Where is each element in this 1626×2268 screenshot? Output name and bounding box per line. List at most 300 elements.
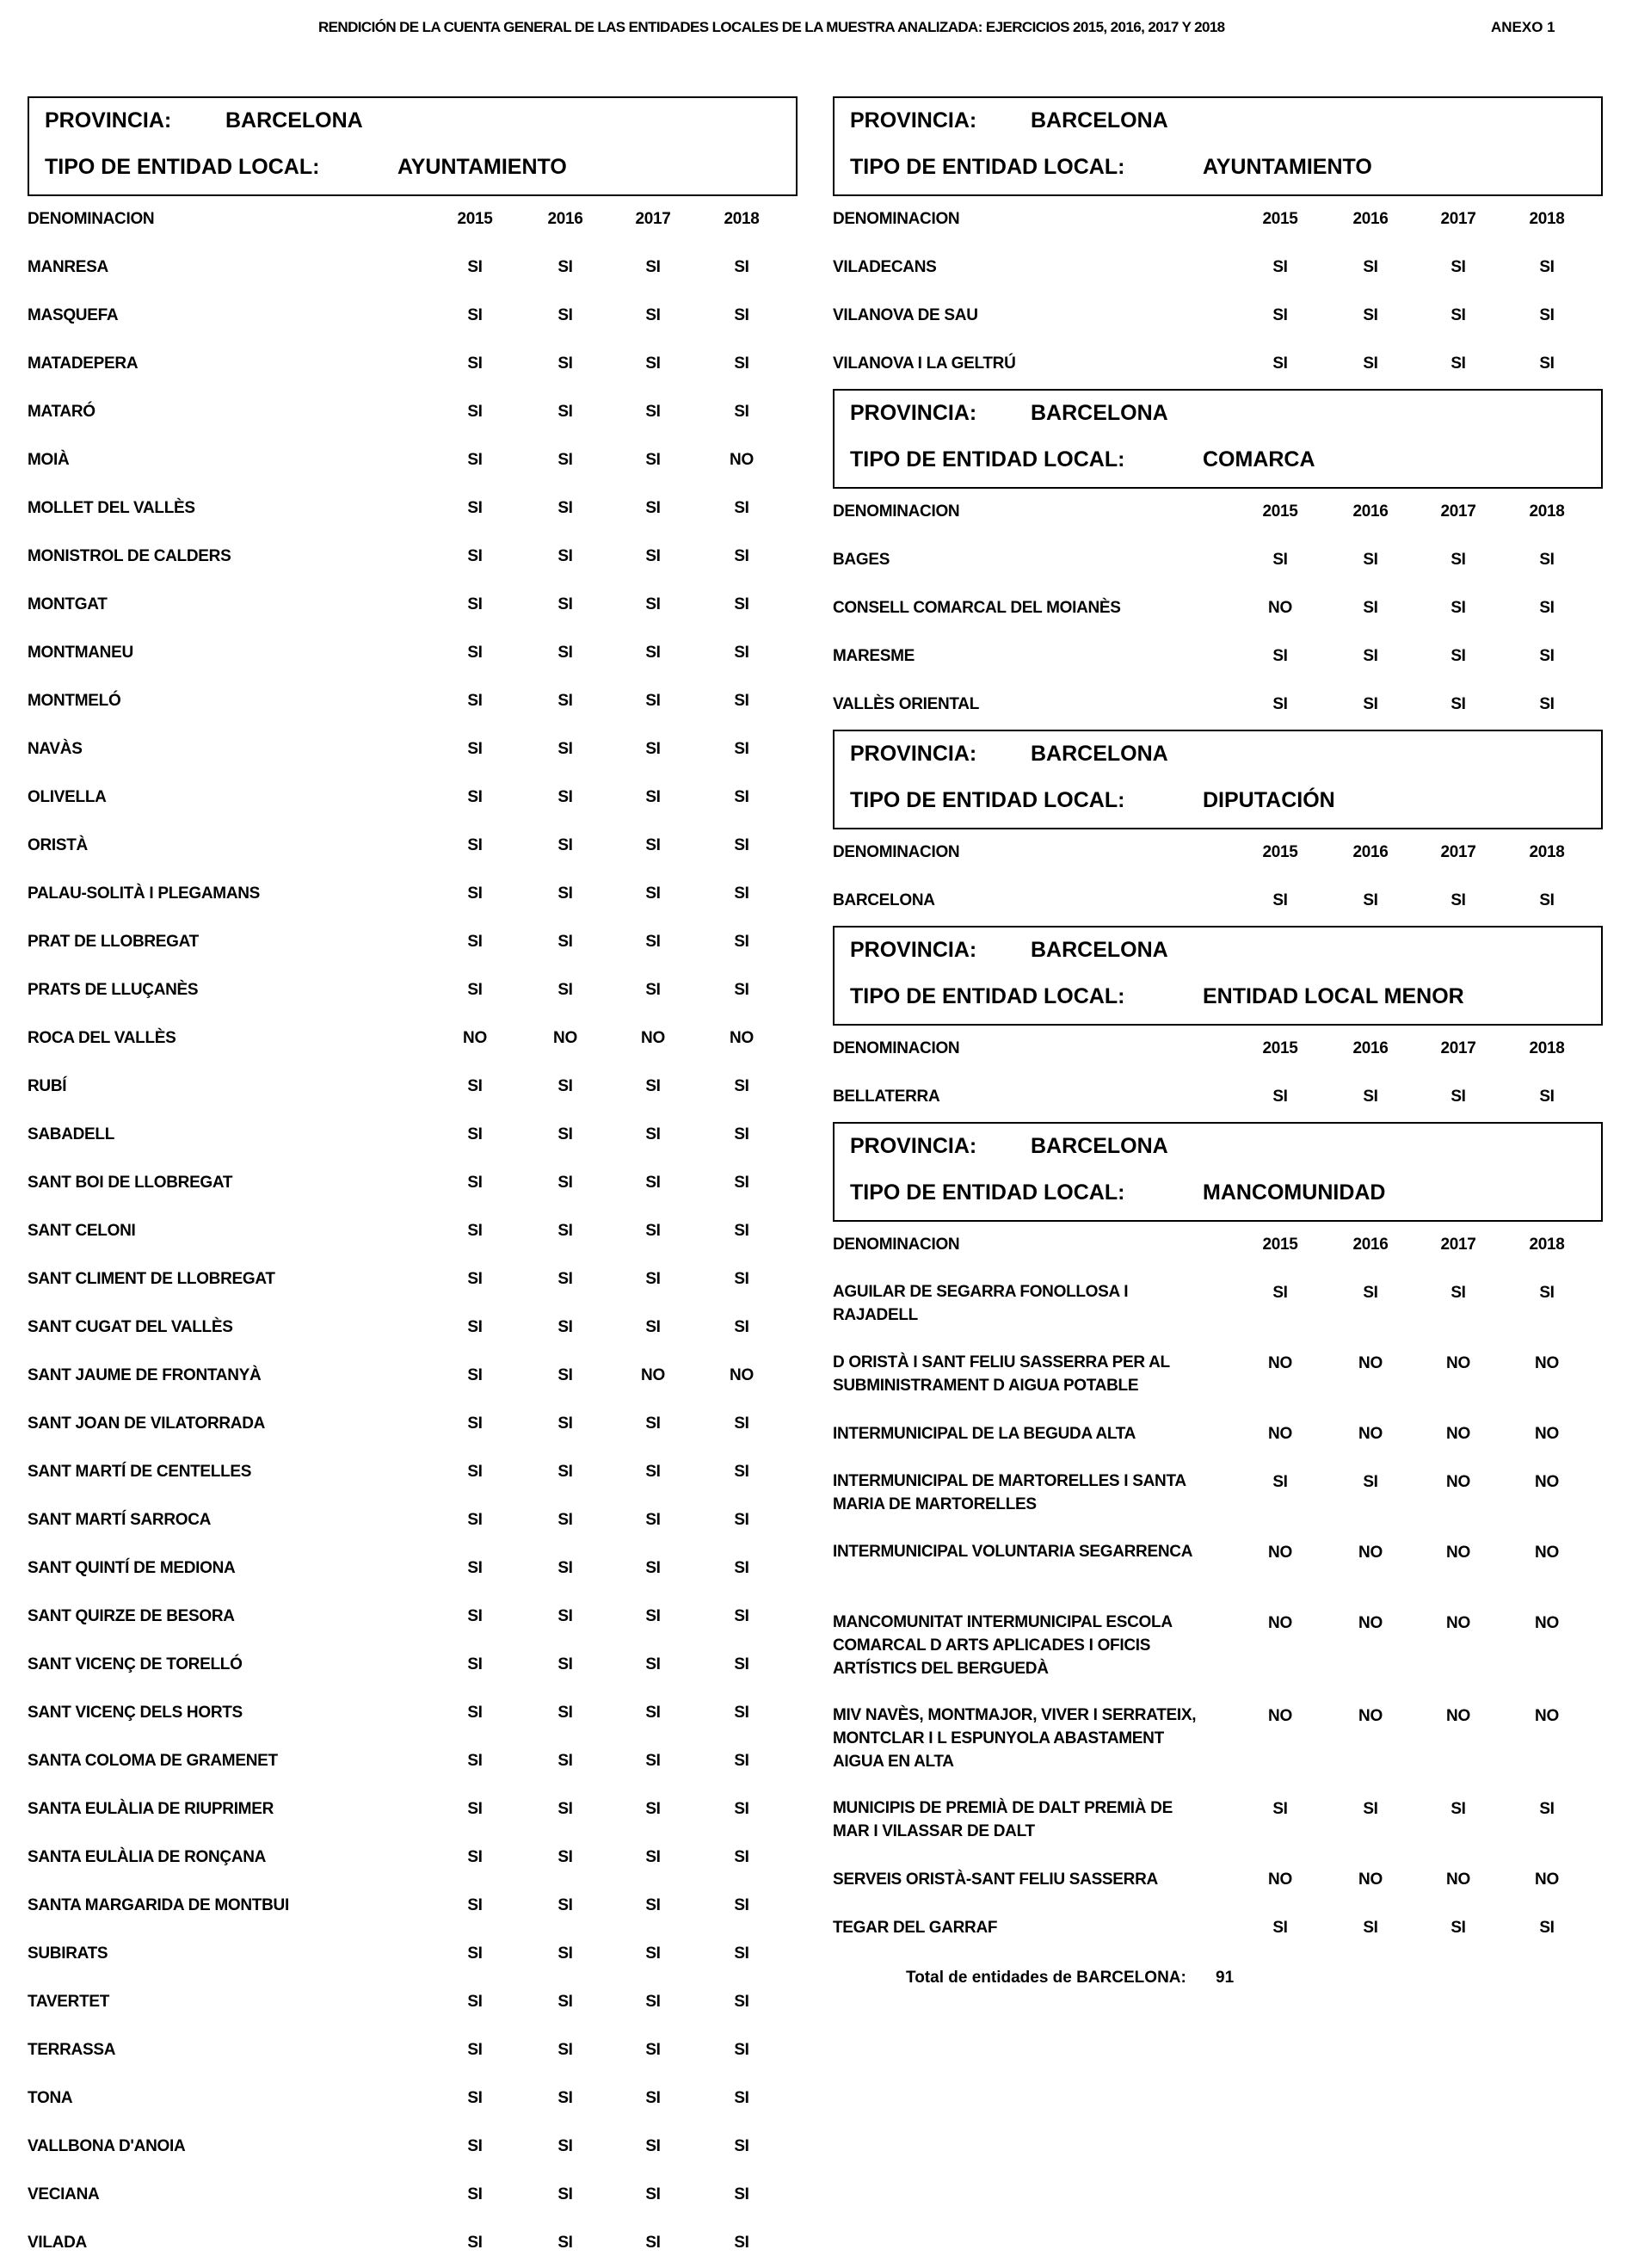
status-2015: SI	[1272, 1919, 1288, 1937]
status-2018: SI	[734, 2089, 749, 2107]
status-2017: SI	[1450, 1284, 1466, 1302]
status-2015: SI	[467, 788, 483, 806]
status-2017: SI	[645, 595, 661, 613]
provincia-label: PROVINCIA:	[850, 938, 977, 962]
table-row	[28, 1738, 798, 1786]
status-2015: SI	[467, 836, 483, 854]
year-header-2018: 2018	[1529, 843, 1565, 861]
table-row	[28, 389, 798, 437]
status-2017: SI	[645, 1848, 661, 1866]
status-2015: NO	[1268, 1707, 1292, 1725]
status-2016: SI	[557, 1848, 573, 1866]
status-2015: SI	[467, 1077, 483, 1095]
status-2016: SI	[557, 836, 573, 854]
status-2016: SI	[557, 451, 573, 469]
status-2017: SI	[645, 2041, 661, 2059]
tipo-entidad-line	[850, 447, 1315, 472]
status-2017: NO	[1446, 1614, 1470, 1632]
status-2015: SI	[467, 1896, 483, 1914]
status-2016: SI	[557, 547, 573, 565]
provincia-label: PROVINCIA:	[850, 108, 977, 133]
status-2015: SI	[467, 981, 483, 999]
denominacion-header: DENOMINACION	[833, 210, 960, 228]
status-2017: SI	[645, 1944, 661, 1963]
document-title: RENDICIÓN DE LA CUENTA GENERAL DE LAS ENTIDADES LOCALES DE LA MUESTRA ANALIZADA: EJERCICIOS 2015, 2016, 2017 Y 2018	[318, 19, 1225, 35]
status-2016: SI	[557, 1704, 573, 1722]
status-2015: SI	[467, 306, 483, 324]
status-2018: SI	[1539, 551, 1555, 569]
right-column	[833, 96, 1603, 2005]
year-header-2016: 2016	[547, 210, 583, 228]
status-2015: SI	[467, 1511, 483, 1529]
tipo-entidad-value: AYUNTAMIENTO	[397, 155, 567, 179]
status-2017: SI	[645, 836, 661, 854]
entity-name: INTERMUNICIPAL DE LA BEGUDA ALTA	[833, 1425, 1136, 1443]
status-2018: SI	[734, 1222, 749, 1240]
status-2018: NO	[1535, 1354, 1559, 1372]
status-2017: SI	[1450, 1800, 1466, 1818]
status-2017: SI	[645, 740, 661, 758]
table-row	[28, 1786, 798, 1834]
status-2016: SI	[557, 1896, 573, 1914]
status-2018: SI	[1539, 647, 1555, 665]
status-2016: SI	[557, 403, 573, 421]
tipo-entidad-line	[45, 155, 567, 180]
tipo-entidad-label: TIPO DE ENTIDAD LOCAL:	[850, 984, 1125, 1008]
status-2017: SI	[1450, 258, 1466, 276]
tipo-entidad-line	[850, 788, 1335, 813]
table-row	[28, 1834, 798, 1883]
column-header-row	[833, 1026, 1603, 1074]
table-row	[833, 681, 1603, 730]
status-2015: SI	[467, 644, 483, 662]
status-2016: SI	[1363, 1284, 1378, 1302]
status-2017: SI	[645, 884, 661, 903]
year-header-2015: 2015	[1262, 502, 1298, 521]
status-2015: SI	[467, 595, 483, 613]
provincia-line	[850, 742, 1168, 767]
status-2015: SI	[1272, 647, 1288, 665]
status-2016: NO	[1358, 1707, 1383, 1725]
status-2015: SI	[1272, 551, 1288, 569]
year-header-2015: 2015	[1262, 1039, 1298, 1057]
entity-name: SUBIRATS	[28, 1944, 108, 1963]
table-row	[28, 1497, 798, 1545]
section-header-box	[833, 1122, 1603, 1222]
entity-name: VECIANA	[28, 2185, 100, 2203]
status-2016: SI	[557, 499, 573, 517]
status-2015: SI	[467, 1993, 483, 2011]
status-2016: SI	[1363, 306, 1378, 324]
table-row	[28, 871, 798, 919]
status-2018: SI	[734, 1848, 749, 1866]
status-2017: SI	[645, 1704, 661, 1722]
status-2017: SI	[645, 1559, 661, 1577]
status-2016: SI	[557, 1607, 573, 1625]
status-2017: SI	[645, 258, 661, 276]
status-2016: SI	[557, 1414, 573, 1433]
entity-name: PRAT DE LLOBREGAT	[28, 933, 199, 951]
tipo-entidad-line	[850, 984, 1464, 1009]
status-2016: SI	[557, 1511, 573, 1529]
tipo-entidad-value: MANCOMUNIDAD	[1203, 1180, 1386, 1205]
entity-name: SANT QUIRZE DE BESORA	[28, 1607, 235, 1625]
status-2015: NO	[1268, 1425, 1292, 1443]
status-2016: SI	[1363, 258, 1378, 276]
year-header-2016: 2016	[1352, 210, 1389, 228]
status-2016: SI	[557, 1366, 573, 1384]
provincia-value: BARCELONA	[1031, 1134, 1168, 1158]
status-2018: SI	[734, 1318, 749, 1336]
table-row	[28, 341, 798, 389]
entity-name: MATADEPERA	[28, 354, 139, 373]
status-2018: SI	[734, 884, 749, 903]
provincia-value: BARCELONA	[1031, 742, 1168, 766]
status-2015: SI	[467, 2137, 483, 2155]
status-2016: SI	[1363, 1800, 1378, 1818]
entity-name: MUNICIPIS DE PREMIÀ DE DALT PREMIÀ DE MAR I VILASSAR DE DALT	[833, 1799, 1173, 1840]
status-2017: SI	[1450, 599, 1466, 617]
entity-name: SERVEIS ORISTÀ-SANT FELIU SASSERRA	[833, 1870, 1158, 1889]
table-row	[28, 533, 798, 582]
entity-name: NAVÀS	[28, 740, 83, 758]
entity-name: MANRESA	[28, 258, 108, 276]
status-2018: SI	[1539, 354, 1555, 373]
status-2018: NO	[730, 1366, 754, 1384]
provincia-value: BARCELONA	[1031, 938, 1168, 962]
entity-name: SABADELL	[28, 1125, 115, 1143]
status-2017: SI	[1450, 354, 1466, 373]
status-2015: SI	[467, 547, 483, 565]
table-row	[28, 1690, 798, 1738]
status-2018: SI	[734, 692, 749, 710]
status-2018: SI	[734, 1270, 749, 1288]
status-2015: SI	[467, 1222, 483, 1240]
status-2018: NO	[1535, 1544, 1559, 1562]
table-row	[28, 437, 798, 485]
provincia-value: BARCELONA	[1031, 401, 1168, 425]
table-row	[833, 1270, 1603, 1340]
section-header-box	[833, 389, 1603, 489]
status-2017: SI	[645, 403, 661, 421]
table-row	[28, 919, 798, 967]
status-2015: SI	[467, 692, 483, 710]
denominacion-header: DENOMINACION	[833, 1039, 960, 1057]
status-2018: SI	[734, 258, 749, 276]
status-2018: NO	[1535, 1473, 1559, 1491]
status-2016: SI	[557, 1222, 573, 1240]
status-2015: NO	[463, 1029, 487, 1047]
status-2017: SI	[645, 1607, 661, 1625]
status-2016: SI	[557, 2185, 573, 2203]
status-2018: SI	[1539, 891, 1555, 909]
table-row	[833, 1786, 1603, 1857]
status-2018: SI	[734, 1607, 749, 1625]
tipo-entidad-value: DIPUTACIÓN	[1203, 788, 1335, 812]
table-row	[28, 1979, 798, 2027]
status-2015: SI	[467, 1125, 483, 1143]
entity-name: BARCELONA	[833, 891, 935, 909]
status-2018: SI	[734, 2185, 749, 2203]
status-2017: NO	[641, 1029, 665, 1047]
table-row	[833, 1693, 1603, 1786]
table-row	[28, 1208, 798, 1256]
table-row	[28, 2172, 798, 2220]
status-2018: SI	[734, 306, 749, 324]
status-2018: NO	[1535, 1707, 1559, 1725]
status-2017: SI	[645, 1993, 661, 2011]
entity-name: TEGAR DEL GARRAF	[833, 1919, 998, 1937]
status-2015: SI	[1272, 1284, 1288, 1302]
status-2016: NO	[1358, 1870, 1383, 1889]
entity-name: SANT VICENÇ DE TORELLÓ	[28, 1655, 243, 1673]
table-row	[28, 1353, 798, 1401]
denominacion-header: DENOMINACION	[833, 1236, 960, 1254]
total-value: 91	[1216, 1969, 1235, 1987]
status-2016: SI	[557, 2089, 573, 2107]
status-2018: SI	[734, 644, 749, 662]
denominacion-header: DENOMINACION	[833, 502, 960, 521]
status-2016: NO	[1358, 1425, 1383, 1443]
status-2016: SI	[1363, 354, 1378, 373]
status-2018: NO	[730, 451, 754, 469]
status-2017: SI	[645, 644, 661, 662]
status-2018: SI	[734, 933, 749, 951]
status-2016: SI	[557, 2137, 573, 2155]
year-header-2015: 2015	[1262, 210, 1298, 228]
status-2018: NO	[1535, 1870, 1559, 1889]
table-row	[833, 293, 1603, 341]
table-row	[28, 293, 798, 341]
table-row	[833, 1905, 1603, 1953]
table-row	[833, 633, 1603, 681]
status-2015: SI	[467, 451, 483, 469]
status-2018: SI	[1539, 1800, 1555, 1818]
entity-name: MOLLET DEL VALLÈS	[28, 499, 195, 517]
entity-name: SANT CLIMENT DE LLOBREGAT	[28, 1270, 275, 1288]
table-row	[833, 341, 1603, 389]
status-2015: SI	[1272, 1800, 1288, 1818]
status-2017: NO	[1446, 1544, 1470, 1562]
status-2016: SI	[557, 1077, 573, 1095]
status-2015: NO	[1268, 1614, 1292, 1632]
status-2016: SI	[557, 1655, 573, 1673]
entity-name: SANTA EULÀLIA DE RONÇANA	[28, 1848, 267, 1866]
status-2017: SI	[1450, 695, 1466, 713]
status-2017: NO	[1446, 1354, 1470, 1372]
entity-name: MONTGAT	[28, 595, 108, 613]
table-row	[833, 878, 1603, 926]
status-2015: SI	[467, 2041, 483, 2059]
status-2015: SI	[467, 1559, 483, 1577]
status-2015: SI	[1272, 695, 1288, 713]
entity-name: OLIVELLA	[28, 788, 107, 806]
status-2017: SI	[645, 1125, 661, 1143]
tipo-entidad-line	[850, 1180, 1386, 1205]
table-row	[28, 2123, 798, 2172]
entity-name: CONSELL COMARCAL DEL MOIANÈS	[833, 599, 1121, 617]
status-2017: SI	[645, 1318, 661, 1336]
table-row	[28, 1063, 798, 1112]
tipo-entidad-label: TIPO DE ENTIDAD LOCAL:	[850, 155, 1125, 179]
status-2018: SI	[734, 788, 749, 806]
table-row	[28, 726, 798, 774]
status-2018: SI	[734, 1655, 749, 1673]
status-2015: SI	[1272, 354, 1288, 373]
status-2016: SI	[1363, 599, 1378, 617]
table-row	[28, 678, 798, 726]
status-2017: NO	[1446, 1425, 1470, 1443]
entity-name: MATARÓ	[28, 403, 95, 421]
status-2017: NO	[641, 1366, 665, 1384]
table-row	[28, 1593, 798, 1642]
status-2015: SI	[467, 1944, 483, 1963]
status-2015: SI	[1272, 1473, 1288, 1491]
status-2017: SI	[645, 788, 661, 806]
year-header-2017: 2017	[1440, 1236, 1476, 1254]
entity-name: SANT BOI DE LLOBREGAT	[28, 1174, 233, 1192]
table-row	[28, 1112, 798, 1160]
status-2018: SI	[734, 2137, 749, 2155]
table-row	[28, 967, 798, 1015]
year-header-2018: 2018	[724, 210, 760, 228]
entity-name: TAVERTET	[28, 1993, 110, 2011]
entity-name: SANTA COLOMA DE GRAMENET	[28, 1752, 278, 1770]
table-row	[833, 537, 1603, 585]
left-column	[28, 96, 798, 2268]
table-row	[28, 1160, 798, 1208]
entity-name: SANT QUINTÍ DE MEDIONA	[28, 1559, 236, 1577]
status-2018: SI	[1539, 1919, 1555, 1937]
entity-name: MONTMELÓ	[28, 692, 121, 710]
year-header-2015: 2015	[1262, 843, 1298, 861]
status-2016: SI	[557, 1993, 573, 2011]
status-2015: SI	[1272, 1088, 1288, 1106]
status-2017: SI	[645, 2234, 661, 2252]
status-2018: SI	[734, 1944, 749, 1963]
status-2016: SI	[557, 692, 573, 710]
status-2017: SI	[1450, 1919, 1466, 1937]
status-2016: SI	[557, 2041, 573, 2059]
year-header-2016: 2016	[1352, 843, 1389, 861]
table-row	[28, 1449, 798, 1497]
status-2018: SI	[734, 1463, 749, 1481]
status-2015: SI	[467, 1607, 483, 1625]
status-2017: SI	[645, 306, 661, 324]
status-2017: NO	[1446, 1473, 1470, 1491]
section-header-box	[833, 926, 1603, 1026]
status-2018: SI	[1539, 1284, 1555, 1302]
status-2016: SI	[557, 1800, 573, 1818]
entity-name: VILANOVA I LA GELTRÚ	[833, 354, 1016, 373]
entity-name: SANT MARTÍ SARROCA	[28, 1511, 212, 1529]
status-2015: SI	[467, 1655, 483, 1673]
year-header-2018: 2018	[1529, 1236, 1565, 1254]
status-2016: SI	[557, 1559, 573, 1577]
status-2016: SI	[557, 1463, 573, 1481]
tipo-entidad-label: TIPO DE ENTIDAD LOCAL:	[850, 1180, 1125, 1205]
provincia-line	[850, 1134, 1168, 1159]
entity-name: VILADECANS	[833, 258, 937, 276]
column-header-row	[833, 829, 1603, 878]
status-2017: SI	[645, 354, 661, 373]
status-2016: SI	[557, 788, 573, 806]
table-row	[28, 1256, 798, 1304]
status-2018: SI	[734, 1752, 749, 1770]
status-2015: SI	[467, 1463, 483, 1481]
status-2016: SI	[557, 644, 573, 662]
status-2015: SI	[467, 354, 483, 373]
status-2017: SI	[645, 2137, 661, 2155]
entity-name: SANT VICENÇ DELS HORTS	[28, 1704, 243, 1722]
year-header-2018: 2018	[1529, 502, 1565, 521]
denominacion-header: DENOMINACION	[833, 843, 960, 861]
table-row	[833, 585, 1603, 633]
table-row	[28, 2220, 798, 2268]
year-header-2016: 2016	[1352, 1236, 1389, 1254]
entity-name: VALLÈS ORIENTAL	[833, 695, 980, 713]
year-header-2017: 2017	[1440, 210, 1476, 228]
entity-name: VALLBONA D'ANOIA	[28, 2137, 186, 2155]
table-row	[28, 2027, 798, 2075]
status-2016: SI	[557, 981, 573, 999]
status-2015: SI	[467, 1414, 483, 1433]
status-2016: SI	[557, 1174, 573, 1192]
table-row	[28, 774, 798, 823]
year-header-2018: 2018	[1529, 210, 1565, 228]
status-2016: SI	[557, 1270, 573, 1288]
year-header-2016: 2016	[1352, 1039, 1389, 1057]
provincia-line	[850, 401, 1168, 426]
status-2018: SI	[734, 499, 749, 517]
provincia-label: PROVINCIA:	[850, 742, 977, 766]
entity-name: ROCA DEL VALLÈS	[28, 1029, 176, 1047]
provincia-label: PROVINCIA:	[850, 401, 977, 425]
table-row	[28, 1545, 798, 1593]
entity-name: MASQUEFA	[28, 306, 119, 324]
status-2018: SI	[734, 2041, 749, 2059]
entity-name: INTERMUNICIPAL VOLUNTARIA SEGARRENCA	[833, 1543, 1193, 1561]
column-header-row	[28, 196, 798, 244]
table-row	[833, 1074, 1603, 1122]
table-row	[28, 1883, 798, 1931]
status-2015: SI	[467, 1174, 483, 1192]
status-2017: NO	[1446, 1870, 1470, 1889]
status-2015: SI	[467, 933, 483, 951]
entity-name: SANT CELONI	[28, 1222, 136, 1240]
status-2018: SI	[734, 1800, 749, 1818]
status-2016: SI	[557, 1125, 573, 1143]
provincia-label: PROVINCIA:	[850, 1134, 977, 1158]
status-2017: SI	[645, 1077, 661, 1095]
status-2016: SI	[557, 595, 573, 613]
status-2015: NO	[1268, 1870, 1292, 1889]
status-2018: NO	[1535, 1425, 1559, 1443]
entity-name: VILANOVA DE SAU	[833, 306, 978, 324]
table-row	[28, 244, 798, 293]
entity-name: SANT JOAN DE VILATORRADA	[28, 1414, 266, 1433]
status-2015: SI	[467, 1270, 483, 1288]
status-2015: SI	[1272, 258, 1288, 276]
entity-name: SANT JAUME DE FRONTANYÀ	[28, 1366, 262, 1384]
status-2015: SI	[467, 740, 483, 758]
entity-name: RUBÍ	[28, 1077, 67, 1095]
table-row	[833, 1530, 1603, 1600]
total-row	[833, 1953, 1603, 2005]
status-2018: SI	[734, 2234, 749, 2252]
status-2016: SI	[1363, 647, 1378, 665]
entity-name: VILADA	[28, 2234, 87, 2252]
